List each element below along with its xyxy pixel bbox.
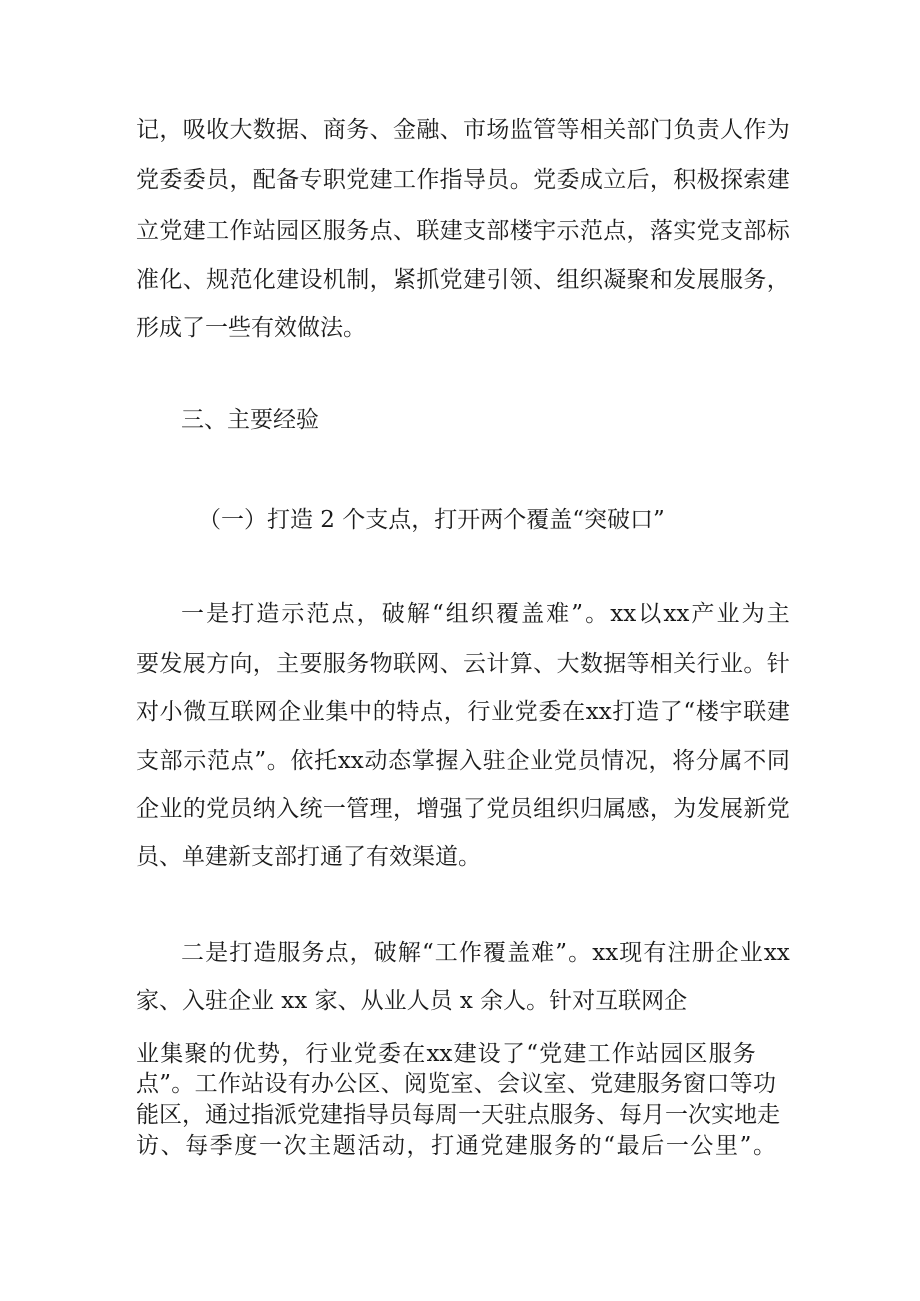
paragraph2-line-1: 一 是 打 造 示 范 点 ， 破 解 “ 组 织 覆 盖 难 ” 。 xx 以 xx 产 业 为 主	[181, 601, 790, 627]
paragraph2-line-5: 企 业 的 党 员 纳 入 统 一 管 理 ， 增 强 了 党 员 组 织 归 属 感 ， 为 发 展 新 党	[136, 796, 790, 822]
section-heading: 三、主要经验	[181, 407, 319, 433]
paragraph3-line-6: 访 、 每 季 度 一 次 主 题 活 动 ， 打 通 党 建 服 务 的 “ 最 后 一 公 里 ” 。	[136, 1133, 776, 1159]
paragraph1-line-2: 党 委 委 员 ， 配 备 专 职 党 建 工 作 指 导 员 。 党 委 成 立 后 ， 积 极 探 索 建	[136, 167, 790, 193]
paragraph3-line-1: 二 是 打 造 服 务 点 ， 破 解 “ 工 作 覆 盖 难 ” 。 xx 现 有 注 册 企 业 xx	[181, 940, 790, 966]
paragraph2-line-2: 要 发 展 方 向 ， 主 要 服 务 物 联 网 、 云 计 算 、 大 数 据 等 相 关 行 业 。 针	[136, 651, 790, 677]
paragraph1-line-5: 形成了一些有效做法。	[136, 315, 366, 341]
paragraph2-line-4: 支 部 示 范 点 ” 。 依 托 xx 动 态 掌 握 入 驻 企 业 党 员 情 况 ， 将 分 属 不 同	[136, 748, 790, 774]
paragraph2-line-6: 员、单建新支部打通了有效渠道。	[136, 844, 481, 870]
paragraph1-line-4: 准 化 、 规 范 化 建 设 机 制 ， 紧 抓 党 建 引 领 、 组 织 凝 聚 和 发 展 服 务 ，	[136, 267, 790, 293]
paragraph3-line-2: 家、入驻企业 xx 家、从业人员 x 余人。针对互联网企	[136, 988, 688, 1014]
paragraph3-line-4: 点 ” 。 工 作 站 设 有 办 公 区 、 阅 览 室 、 会 议 室 、 党 建 服 务 窗 口 等 功	[136, 1071, 776, 1097]
paragraph1-line-1: 记 ， 吸 收 大 数 据 、 商 务 、 金 融 、 市 场 监 管 等 相 关 部 门 负 责 人 作 为	[136, 117, 790, 143]
subsection-heading: （一）打造 2 个支点，打开两个覆盖“突破口”	[198, 507, 665, 533]
paragraph2-line-3: 对 小 微 互 联 网 企 业 集 中 的 特 点 ， 行 业 党 委 在 xx 打 造 了 “ 楼 宇 联 建	[136, 699, 790, 725]
paragraph1-line-3: 立 党 建 工 作 站 园 区 服 务 点 、 联 建 支 部 楼 宇 示 范 点 ， 落 实 党 支 部 标	[136, 218, 790, 244]
paragraph3-line-3: 业 集 聚 的 优 势 ， 行 业 党 委 在 xx 建 设 了 “ 党 建 工 作 站 园 区 服 务	[136, 1041, 756, 1067]
paragraph3-line-5: 能 区 ， 通 过 指 派 党 建 指 导 员 每 周 一 天 驻 点 服 务 、 每 月 一 次 实 地 走	[136, 1102, 780, 1128]
